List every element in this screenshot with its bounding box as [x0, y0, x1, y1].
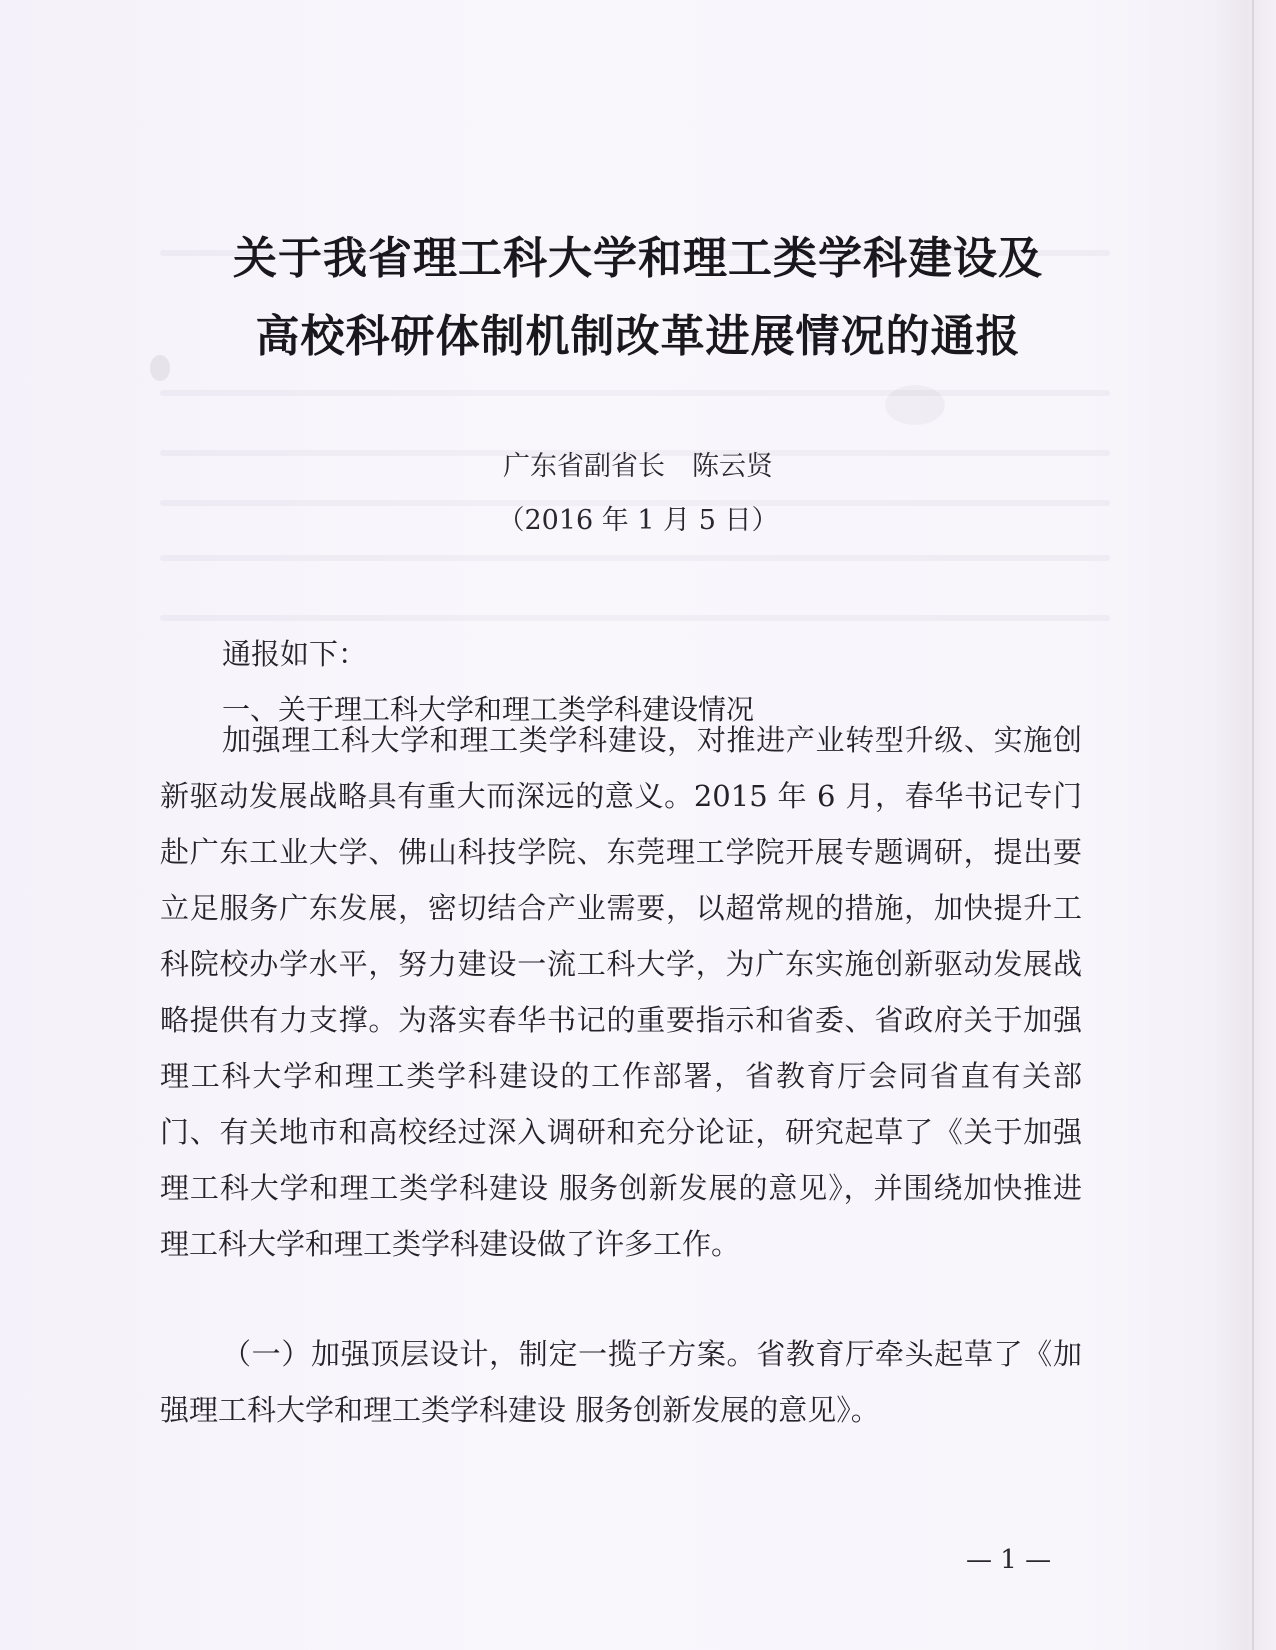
bleed-through-line: [160, 555, 1110, 561]
bleed-through-line: [160, 390, 1110, 396]
body-paragraph-2: （一）加强顶层设计，制定一揽子方案。省教育厅牵头起草了《加强理工科大学和理工类学科建设 服务创新发展的意见》。: [160, 1337, 1082, 1427]
body-paragraph-1: 加强理工科大学和理工类学科建设，对推进产业转型升级、实施创新驱动发展战略具有重大而深远的意义。2015 年 6 月，春华书记专门赴广东工业大学、佛山科技学院、东莞理工学院开展专题调研，提出要立足服务广东发展，密切结合产业需要，以超常规的措施，加快提升工科院校办学水平，努力建设一流工科大学，为广东实施创新驱动发展战略提供有力支撑。为落实春华书记的重要指示和省委、省政府关于加强理工科大学和理工类学科建设的工作部署，省教育厅会同省直有关部门、有关地市和高校经过深入调研和充分论证，研究起草了《关于加强理工科大学和理工类学科建设 服务创新发展的意见》，并围绕加快推进理工科大学和理工类学科建设做了许多工作。: [160, 723, 1082, 1261]
salutation: 通报如下：: [222, 637, 368, 671]
section-heading: 一、关于理工科大学和理工类学科建设情况: [222, 693, 755, 726]
document-title-line-1: 关于我省理工科大学和理工类学科建设及: [233, 233, 1043, 284]
page-number: — 1 —: [966, 1545, 1052, 1575]
document-title-line-2: 高校科研体制机制改革进展情况的通报: [255, 311, 1021, 362]
bleed-through-line: [160, 615, 1110, 621]
date-line: （2016 年 1 月 5 日）: [497, 505, 779, 536]
author-line: 广东省副省长 陈云贤: [503, 451, 773, 482]
scan-smudge: [885, 385, 945, 425]
